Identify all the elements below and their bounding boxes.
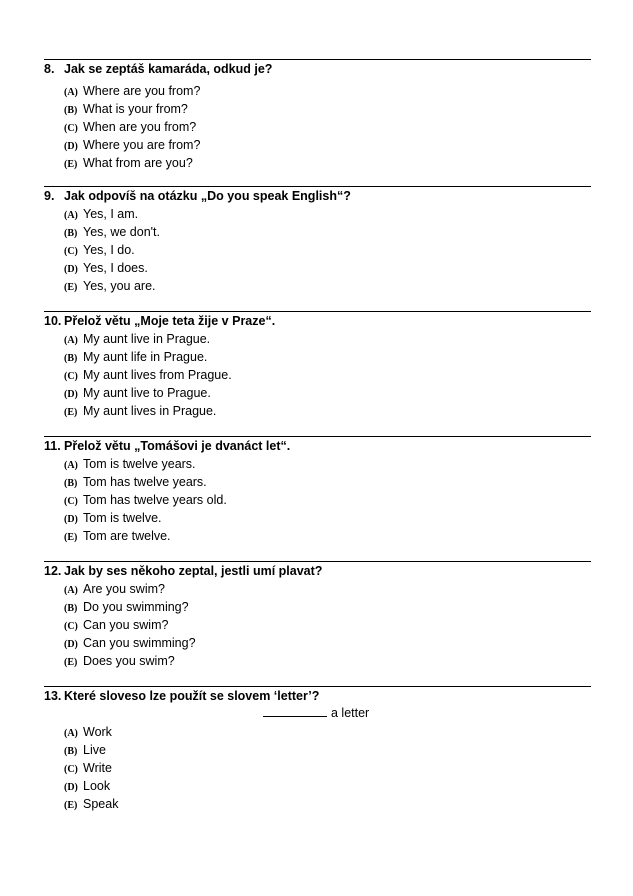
option-a[interactable] <box>64 82 591 100</box>
options-list <box>64 82 591 172</box>
option-letter: (E) <box>64 657 78 668</box>
option-letter: (A) <box>64 728 78 739</box>
option-letter: (D) <box>64 639 78 650</box>
option-text: Look <box>83 779 111 793</box>
question-title <box>44 189 591 204</box>
question-text: Jak odpovíš na otázku „Do you speak English“? <box>64 189 351 203</box>
option-d[interactable] <box>64 509 591 527</box>
question-text: Přelož větu „Moje teta žije v Praze“. <box>64 314 276 328</box>
option-a[interactable] <box>64 205 591 223</box>
option-b[interactable] <box>64 473 591 491</box>
fill-in-blank-line <box>263 705 591 721</box>
option-d[interactable] <box>64 259 591 277</box>
question-number: 9. <box>44 189 55 203</box>
option-letter: (B) <box>64 228 78 239</box>
option-text: Can you swim? <box>83 618 169 632</box>
question-title <box>44 439 591 454</box>
option-c[interactable] <box>64 241 591 259</box>
option-letter: (E) <box>64 407 78 418</box>
option-letter: (C) <box>64 371 78 382</box>
question-11 <box>44 436 591 545</box>
option-letter: (B) <box>64 353 78 364</box>
option-text: Do you swimming? <box>83 600 189 614</box>
question-8 <box>44 59 591 172</box>
option-text: Live <box>83 743 106 757</box>
option-letter: (C) <box>64 496 78 507</box>
option-letter: (A) <box>64 87 78 98</box>
option-letter: (E) <box>64 282 78 293</box>
option-b[interactable] <box>64 598 591 616</box>
question-number: 8. <box>44 62 55 76</box>
question-13 <box>44 686 591 813</box>
option-e[interactable] <box>64 154 591 172</box>
option-text: Tom has twelve years old. <box>83 493 227 507</box>
question-text: Které sloveso lze použít se slovem ‘letter’? <box>64 689 320 703</box>
question-text: Jak se zeptáš kamaráda, odkud je? <box>64 62 273 76</box>
question-title <box>44 689 591 704</box>
question-title <box>44 314 591 329</box>
option-letter: (C) <box>64 764 78 775</box>
option-letter: (D) <box>64 389 78 400</box>
question-text: Přelož větu „Tomášovi je dvanáct let“. <box>64 439 291 453</box>
option-b[interactable] <box>64 100 591 118</box>
option-text: Tom are twelve. <box>83 529 171 543</box>
question-number: 10. <box>44 314 62 328</box>
answer-blank[interactable] <box>263 705 327 717</box>
option-d[interactable] <box>64 634 591 652</box>
options-list <box>64 455 591 545</box>
option-letter: (A) <box>64 585 78 596</box>
option-text: Work <box>83 725 112 739</box>
question-title <box>44 62 591 77</box>
option-text: Tom has twelve years. <box>83 475 207 489</box>
gap-text: a letter <box>331 706 370 720</box>
option-a[interactable] <box>64 455 591 473</box>
option-d[interactable] <box>64 777 591 795</box>
option-a[interactable] <box>64 330 591 348</box>
option-letter: (C) <box>64 123 78 134</box>
option-e[interactable] <box>64 527 591 545</box>
option-text: What is your from? <box>83 102 188 116</box>
option-a[interactable] <box>64 723 591 741</box>
option-letter: (A) <box>64 335 78 346</box>
question-number: 12. <box>44 564 62 578</box>
options-list <box>64 723 591 813</box>
question-title <box>44 564 591 579</box>
question-text: Jak by ses někoho zeptal, jestli umí plavat? <box>64 564 323 578</box>
option-b[interactable] <box>64 223 591 241</box>
option-text: Where you are from? <box>83 138 201 152</box>
option-letter: (B) <box>64 105 78 116</box>
option-e[interactable] <box>64 795 591 813</box>
option-letter: (E) <box>64 159 78 170</box>
option-text: Where are you from? <box>83 84 201 98</box>
option-c[interactable] <box>64 616 591 634</box>
options-list <box>64 205 591 295</box>
option-d[interactable] <box>64 136 591 154</box>
option-text: Are you swim? <box>83 582 165 596</box>
option-letter: (B) <box>64 603 78 614</box>
option-text: Yes, I does. <box>83 261 148 275</box>
option-letter: (D) <box>64 782 78 793</box>
option-letter: (A) <box>64 460 78 471</box>
option-c[interactable] <box>64 759 591 777</box>
question-number: 13. <box>44 689 62 703</box>
option-text: Tom is twelve years. <box>83 457 196 471</box>
option-letter: (D) <box>64 514 78 525</box>
option-text: Speak <box>83 797 119 811</box>
option-text: My aunt life in Prague. <box>83 350 208 364</box>
option-text: What from are you? <box>83 156 193 170</box>
option-e[interactable] <box>64 277 591 295</box>
option-text: My aunt live to Prague. <box>83 386 211 400</box>
option-text: Tom is twelve. <box>83 511 162 525</box>
option-c[interactable] <box>64 366 591 384</box>
option-text: Yes, we don't. <box>83 225 160 239</box>
option-c[interactable] <box>64 118 591 136</box>
option-text: My aunt lives from Prague. <box>83 368 232 382</box>
question-12 <box>44 561 591 670</box>
option-text: Yes, you are. <box>83 279 156 293</box>
options-list <box>64 330 591 420</box>
option-text: Yes, I am. <box>83 207 139 221</box>
option-letter: (C) <box>64 621 78 632</box>
option-text: My aunt lives in Prague. <box>83 404 217 418</box>
option-b[interactable] <box>64 348 591 366</box>
option-text: Write <box>83 761 112 775</box>
option-letter: (E) <box>64 532 78 543</box>
option-text: Does you swim? <box>83 654 175 668</box>
option-letter: (E) <box>64 800 78 811</box>
question-10 <box>44 311 591 420</box>
option-c[interactable] <box>64 491 591 509</box>
option-e[interactable] <box>64 402 591 420</box>
option-e[interactable] <box>64 652 591 670</box>
option-letter: (D) <box>64 264 78 275</box>
option-letter: (B) <box>64 478 78 489</box>
options-list <box>64 580 591 670</box>
option-d[interactable] <box>64 384 591 402</box>
option-a[interactable] <box>64 580 591 598</box>
option-letter: (A) <box>64 210 78 221</box>
option-letter: (C) <box>64 246 78 257</box>
option-letter: (D) <box>64 141 78 152</box>
option-text: My aunt live in Prague. <box>83 332 211 346</box>
question-number: 11. <box>44 439 61 453</box>
option-text: Yes, I do. <box>83 243 135 257</box>
option-letter: (B) <box>64 746 78 757</box>
question-9 <box>44 186 591 295</box>
option-text: When are you from? <box>83 120 197 134</box>
option-text: Can you swimming? <box>83 636 196 650</box>
option-b[interactable] <box>64 741 591 759</box>
